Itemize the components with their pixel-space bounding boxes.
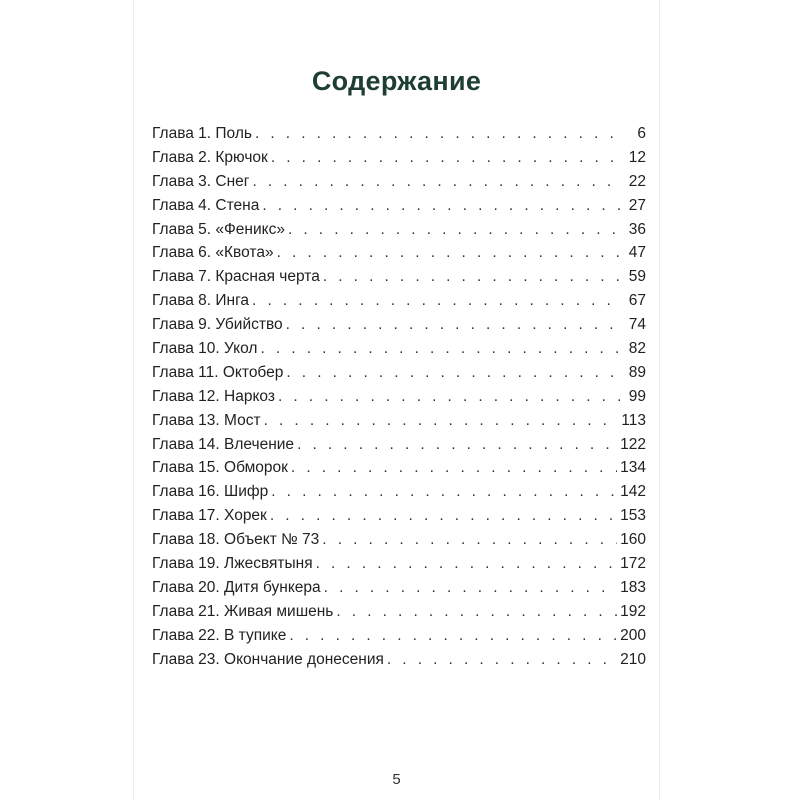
toc-dot-leader	[323, 268, 621, 286]
page-title: Содержание	[311, 66, 482, 96]
toc-dot-leader	[271, 149, 621, 167]
toc-dot-leader	[278, 388, 621, 406]
toc-dot-leader	[252, 292, 621, 310]
toc-entry-page: 82	[628, 340, 646, 358]
toc-entry-title: Глава 10. Укол	[152, 340, 258, 358]
toc-entry-title: Глава 21. Живая мишень	[152, 602, 334, 620]
toc-entry	[152, 627, 646, 651]
toc-entry-title: Глава 17. Хорек	[152, 507, 267, 525]
toc-entry-page: 142	[620, 483, 646, 501]
toc-entry-page: 99	[628, 387, 646, 405]
toc-entry-page: 200	[620, 626, 646, 644]
toc-entry	[152, 125, 646, 149]
toc-entry	[152, 579, 646, 603]
toc-dot-leader	[316, 555, 618, 573]
toc-entry	[152, 603, 646, 627]
toc-entry-page: 22	[628, 172, 646, 190]
toc-entry-title: Глава 3. Снег	[152, 172, 250, 190]
toc-entry	[152, 149, 646, 173]
toc-dot-leader	[291, 459, 617, 477]
toc-entry	[152, 651, 646, 675]
toc-entry	[152, 507, 646, 531]
toc-entry-page: 6	[637, 125, 646, 142]
toc-entry-title: Глава 6. «Квота»	[152, 244, 274, 262]
toc-entry-title: Глава 11. Октобер	[152, 363, 284, 381]
toc-dot-leader	[289, 627, 617, 645]
toc-entry	[152, 173, 646, 197]
toc-entry-page: 172	[620, 555, 646, 573]
toc-entry-title: Глава 12. Наркоз	[152, 387, 275, 405]
toc-entry-title: Глава 1. Поль	[152, 125, 252, 142]
toc-entry-title: Глава 16. Шифр	[152, 483, 269, 501]
toc-dot-leader	[277, 244, 621, 262]
toc-dot-leader	[255, 125, 621, 143]
toc-entry-page: 160	[620, 531, 646, 549]
toc-entry-title: Глава 23. Окончание донесения	[152, 650, 384, 668]
toc-entry	[152, 459, 646, 483]
toc-entry-page: 47	[628, 244, 646, 262]
toc-entry-title: Глава 5. «Феникс»	[152, 220, 285, 238]
toc-dot-leader	[324, 579, 617, 597]
toc-entry-title: Глава 22. В тупике	[152, 626, 287, 644]
toc-entry	[152, 340, 646, 364]
toc-entry-page: 36	[628, 220, 646, 238]
toc-entry-title: Глава 14. Влечение	[152, 435, 295, 453]
toc-entry-title: Глава 8. Инга	[152, 292, 250, 310]
toc-dot-leader	[297, 436, 617, 454]
toc-entry-page: 192	[620, 602, 646, 620]
toc-dot-leader	[336, 603, 617, 621]
page-number: 5	[392, 771, 401, 788]
toc-entry	[152, 316, 646, 340]
toc-dot-leader	[288, 221, 621, 239]
toc-entry	[152, 531, 646, 555]
toc-dot-leader	[322, 531, 617, 549]
toc-entry-page: 74	[628, 316, 646, 334]
toc-entry	[152, 436, 646, 460]
toc-entry-page: 122	[620, 435, 646, 453]
toc-dot-leader	[270, 507, 617, 525]
toc-entry	[152, 555, 646, 579]
toc-dot-leader	[262, 197, 621, 215]
toc-entry-page: 134	[620, 459, 646, 477]
toc-entry-title: Глава 2. Крючок	[152, 148, 268, 166]
toc-entry	[152, 483, 646, 507]
toc-entry-page: 59	[628, 268, 646, 286]
toc-dot-leader	[387, 651, 617, 669]
table-of-contents	[152, 125, 646, 674]
toc-entry-page: 183	[620, 578, 646, 596]
toc-entry-title: Глава 7. Красная черта	[152, 268, 320, 286]
toc-entry	[152, 412, 646, 436]
toc-dot-leader	[286, 316, 621, 334]
toc-entry-page: 153	[620, 507, 646, 525]
toc-entry-page: 67	[628, 292, 646, 310]
toc-entry	[152, 197, 646, 221]
toc-entry-title: Глава 15. Обморок	[152, 459, 288, 477]
toc-dot-leader	[252, 173, 621, 191]
toc-entry-title: Глава 13. Мост	[152, 411, 261, 429]
book-page	[133, 0, 660, 800]
toc-entry	[152, 388, 646, 412]
toc-entry-title: Глава 20. Дитя бункера	[152, 578, 321, 596]
toc-entry	[152, 292, 646, 316]
toc-entry-page: 12	[628, 148, 646, 166]
toc-entry-title: Глава 4. Стена	[152, 196, 260, 214]
toc-entry-title: Глава 19. Лжесвятыня	[152, 555, 313, 573]
toc-entry	[152, 221, 646, 245]
toc-entry-page: 210	[620, 650, 646, 668]
toc-dot-leader	[271, 483, 617, 501]
toc-entry-page: 89	[628, 363, 646, 381]
toc-entry-title: Глава 18. Объект № 73	[152, 531, 320, 549]
toc-entry	[152, 364, 646, 388]
toc-dot-leader	[264, 412, 619, 430]
toc-dot-leader	[286, 364, 621, 382]
toc-dot-leader	[260, 340, 621, 358]
toc-entry-title: Глава 9. Убийство	[152, 316, 283, 334]
toc-entry	[152, 244, 646, 268]
toc-entry-page: 27	[628, 196, 646, 214]
toc-entry-page: 113	[621, 411, 646, 429]
toc-entry	[152, 268, 646, 292]
